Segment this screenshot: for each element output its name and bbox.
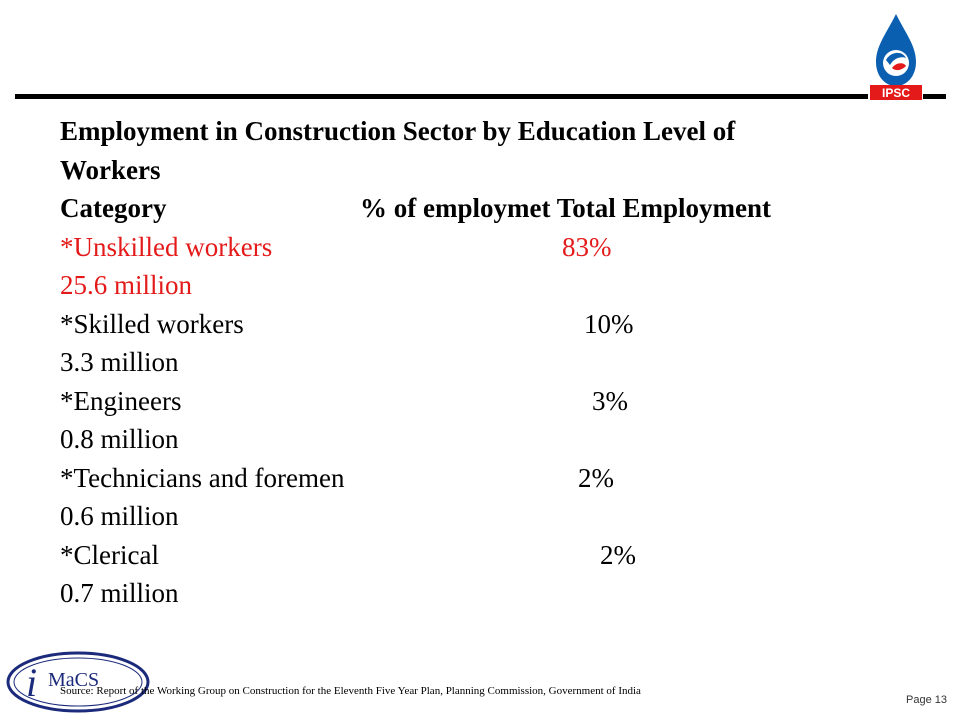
row-pct: 2% xyxy=(600,539,636,570)
ipsc-logo-text: IPSC xyxy=(881,86,911,100)
row-category-skilled xyxy=(60,305,920,344)
row-pct: 3% xyxy=(592,385,628,416)
ipsc-drop-logo-icon xyxy=(868,10,924,100)
header-pct-total: % of employmet Total Employment xyxy=(360,193,771,223)
row-category-clerical xyxy=(60,536,920,575)
row-total-unskilled: 25.6 million xyxy=(60,270,193,300)
page-number: Page 13 xyxy=(906,694,947,706)
slide-content xyxy=(60,112,920,613)
row-category-label: *Unskilled workers xyxy=(60,231,273,262)
imacs-logo-text: MaCS xyxy=(48,669,100,691)
row-category-label: *Clerical xyxy=(60,539,159,570)
row-category-technicians xyxy=(60,459,920,498)
imacs-logo-icon xyxy=(4,648,152,714)
header-category: Category xyxy=(60,193,167,223)
table-header xyxy=(60,189,920,228)
row-category-unskilled xyxy=(60,228,920,267)
row-total-engineers: 0.8 million xyxy=(60,424,179,454)
header-rule xyxy=(15,94,868,99)
row-category-label: *Technicians and foremen xyxy=(60,462,345,493)
imacs-logo-i: i xyxy=(26,660,38,705)
slide-title-line-2: Workers xyxy=(60,154,161,185)
source-note: Source: Report of the Working Group on Construction for the Eleventh Five Year Plan, Planning Commission, Government of India xyxy=(60,685,641,697)
slide-title-line-1: Employment in Construction Sector by Education Level of xyxy=(60,116,736,146)
row-category-label: *Skilled workers xyxy=(60,308,244,339)
row-pct: 10% xyxy=(584,308,634,339)
row-category-engineers xyxy=(60,382,920,421)
row-category-label: *Engineers xyxy=(60,385,182,416)
row-total-clerical: 0.7 million xyxy=(60,578,179,608)
row-pct: 83% xyxy=(562,231,612,262)
row-total-technicians: 0.6 million xyxy=(60,501,179,531)
row-total-skilled: 3.3 million xyxy=(60,347,179,377)
row-pct: 2% xyxy=(578,462,614,493)
header-rule-tail xyxy=(923,94,946,99)
